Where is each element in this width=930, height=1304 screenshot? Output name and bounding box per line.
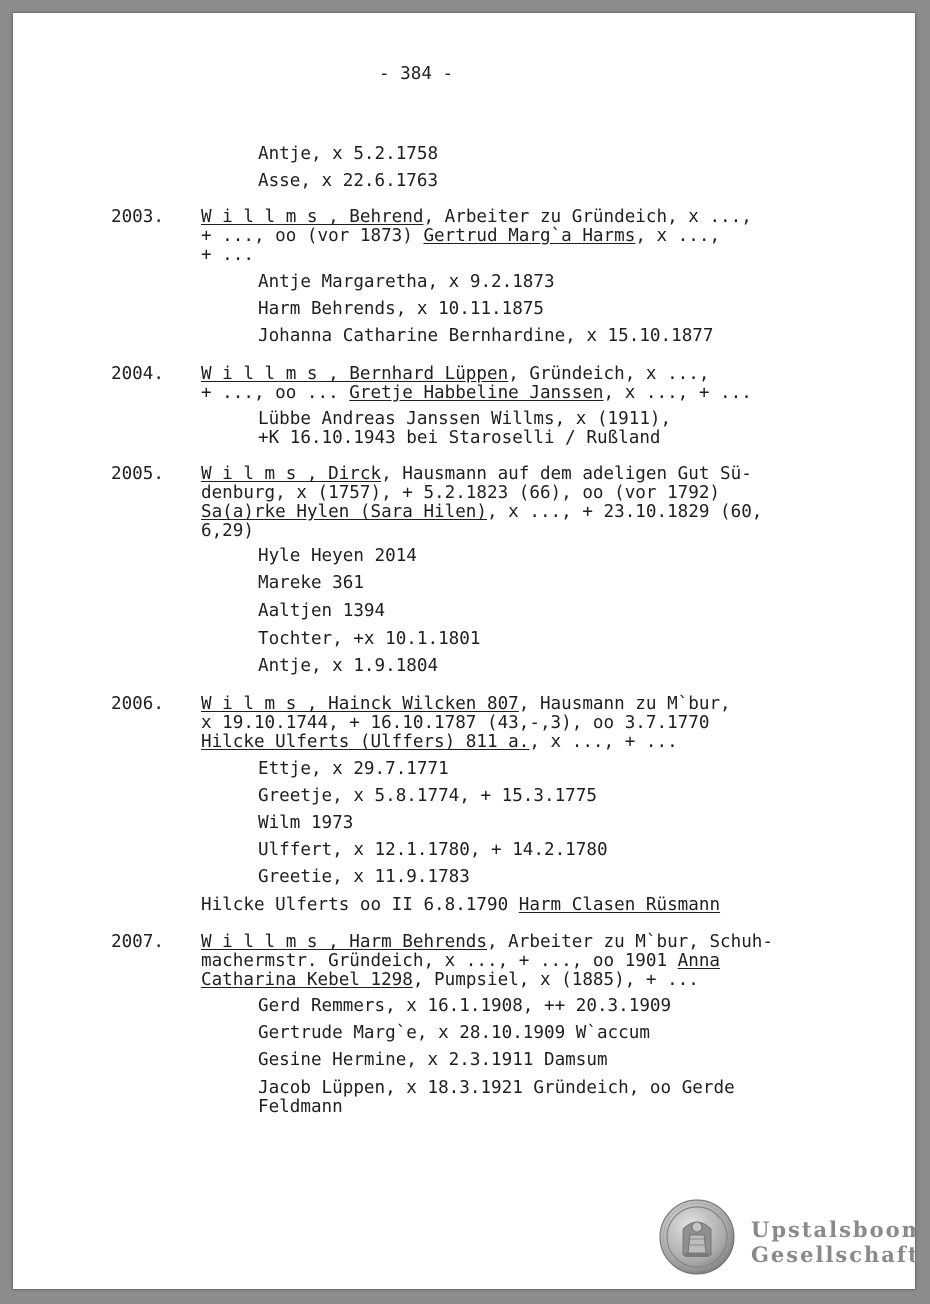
child-line: Tochter, +x 10.1.1801 xyxy=(258,629,481,649)
entry-head-line: W i l l m s , Behrend, Arbeiter zu Gründeich, x ..., xyxy=(201,207,752,227)
child-line: Gerd Remmers, x 16.1.1908, ++ 20.3.1909 xyxy=(258,996,672,1016)
entry-head-line: + ..., oo ... Gretje Habbeline Janssen, x ..., + ... xyxy=(201,383,752,403)
page-number: - 384 - xyxy=(379,64,454,84)
spouse-name: Hilcke Ulferts (Ulffers) 811 a. xyxy=(201,732,530,752)
person-name: W i l m s , Dirck xyxy=(201,464,382,484)
child-line: Antje, x 1.9.1804 xyxy=(258,656,439,676)
document-page xyxy=(13,13,926,1289)
spouse-name: Gretje Habbeline Janssen xyxy=(349,383,604,403)
person-name: W i l l m s , Harm Behrends xyxy=(201,932,487,952)
entry-head-line: W i l m s , Hainck Wilcken 807, Hausmann zu M`bur, xyxy=(201,694,731,714)
child-line: Gertrude Marg`e, x 28.10.1909 W`accum xyxy=(258,1023,650,1043)
entry-head-line: 6,29) xyxy=(201,521,254,541)
entry-number: 2007. xyxy=(111,932,164,952)
spouse-name: Sa(a)rke Hylen (Sara Hilen) xyxy=(201,502,487,522)
remarriage-note: Hilcke Ulferts oo II 6.8.1790 Harm Clasen Rüsmann xyxy=(201,895,721,915)
entry-number: 2005. xyxy=(111,464,164,484)
spouse-name: Anna xyxy=(677,951,721,971)
person-name: W i l l m s , Bernhard Lüppen xyxy=(201,364,509,384)
entry-head-line: + ... xyxy=(201,245,254,265)
child-line: Feldmann xyxy=(258,1097,343,1117)
child-line: Harm Behrends, x 10.11.1875 xyxy=(258,299,544,319)
entry-number: 2003. xyxy=(111,207,164,227)
entry-head-line: W i l l m s , Harm Behrends, Arbeiter zu M`bur, Schuh- xyxy=(201,932,773,952)
child-line: Lübbe Andreas Janssen Willms, x (1911), xyxy=(258,409,672,429)
child-line: Jacob Lüppen, x 18.3.1921 Gründeich, oo Gerde xyxy=(258,1078,735,1098)
child-line: Aaltjen 1394 xyxy=(258,601,386,621)
child-line: Asse, x 22.6.1763 xyxy=(258,171,439,191)
person-name: W i l m s , Hainck Wilcken 807 xyxy=(201,694,519,714)
child-line: Greetje, x 5.8.1774, + 15.3.1775 xyxy=(258,786,597,806)
entry-head-line: x 19.10.1744, + 16.10.1787 (43,-,3), oo 3.7.1770 xyxy=(201,713,710,733)
child-line: Wilm 1973 xyxy=(258,813,354,833)
child-line: Antje Margaretha, x 9.2.1873 xyxy=(258,272,555,292)
child-line: +K 16.10.1943 bei Staroselli / Rußland xyxy=(258,428,661,448)
brand-line: Gesellschaft xyxy=(751,1242,920,1267)
entry-number: 2004. xyxy=(111,364,164,384)
seal-logo-icon xyxy=(659,1199,735,1275)
spouse-name: Harm Clasen Rüsmann xyxy=(518,895,721,915)
child-line: Antje, x 5.2.1758 xyxy=(258,144,439,164)
entry-head-line: Catharina Kebel 1298, Pumpsiel, x (1885), + ... xyxy=(201,970,699,990)
brand-line: Upstalsboom xyxy=(751,1217,926,1242)
entry-head-line: W i l l m s , Bernhard Lüppen, Gründeich, x ..., xyxy=(201,364,710,384)
entry-head-line: W i l m s , Dirck, Hausmann auf dem adeligen Gut Sü- xyxy=(201,464,752,484)
spouse-name: Gertrud Marg`a Harms xyxy=(423,226,636,246)
entry-head-line: Hilcke Ulferts (Ulffers) 811 a., x ..., + ... xyxy=(201,732,678,752)
child-line: Gesine Hermine, x 2.3.1911 Damsum xyxy=(258,1050,608,1070)
child-line: Mareke 361 xyxy=(258,573,364,593)
child-line: Greetie, x 11.9.1783 xyxy=(258,867,470,887)
entry-number: 2006. xyxy=(111,694,164,714)
brand-name xyxy=(751,1217,926,1267)
spouse-name: Catharina Kebel 1298 xyxy=(201,970,413,990)
child-line: Ulffert, x 12.1.1780, + 14.2.1780 xyxy=(258,840,608,860)
person-name: W i l l m s , Behrend xyxy=(201,207,424,227)
child-line: Johanna Catharine Bernhardine, x 15.10.1877 xyxy=(258,326,714,346)
child-line: Ettje, x 29.7.1771 xyxy=(258,759,449,779)
entry-head-line: machermstr. Gründeich, x ..., + ..., oo 1901 Anna xyxy=(201,951,721,971)
entry-head-line: Sa(a)rke Hylen (Sara Hilen), x ..., + 23.10.1829 (60, xyxy=(201,502,763,522)
child-line: Hyle Heyen 2014 xyxy=(258,546,417,566)
entry-head-line: + ..., oo (vor 1873) Gertrud Marg`a Harms, x ..., xyxy=(201,226,721,246)
entry-head-line: denburg, x (1757), + 5.2.1823 (66), oo (vor 1792) xyxy=(201,483,721,503)
